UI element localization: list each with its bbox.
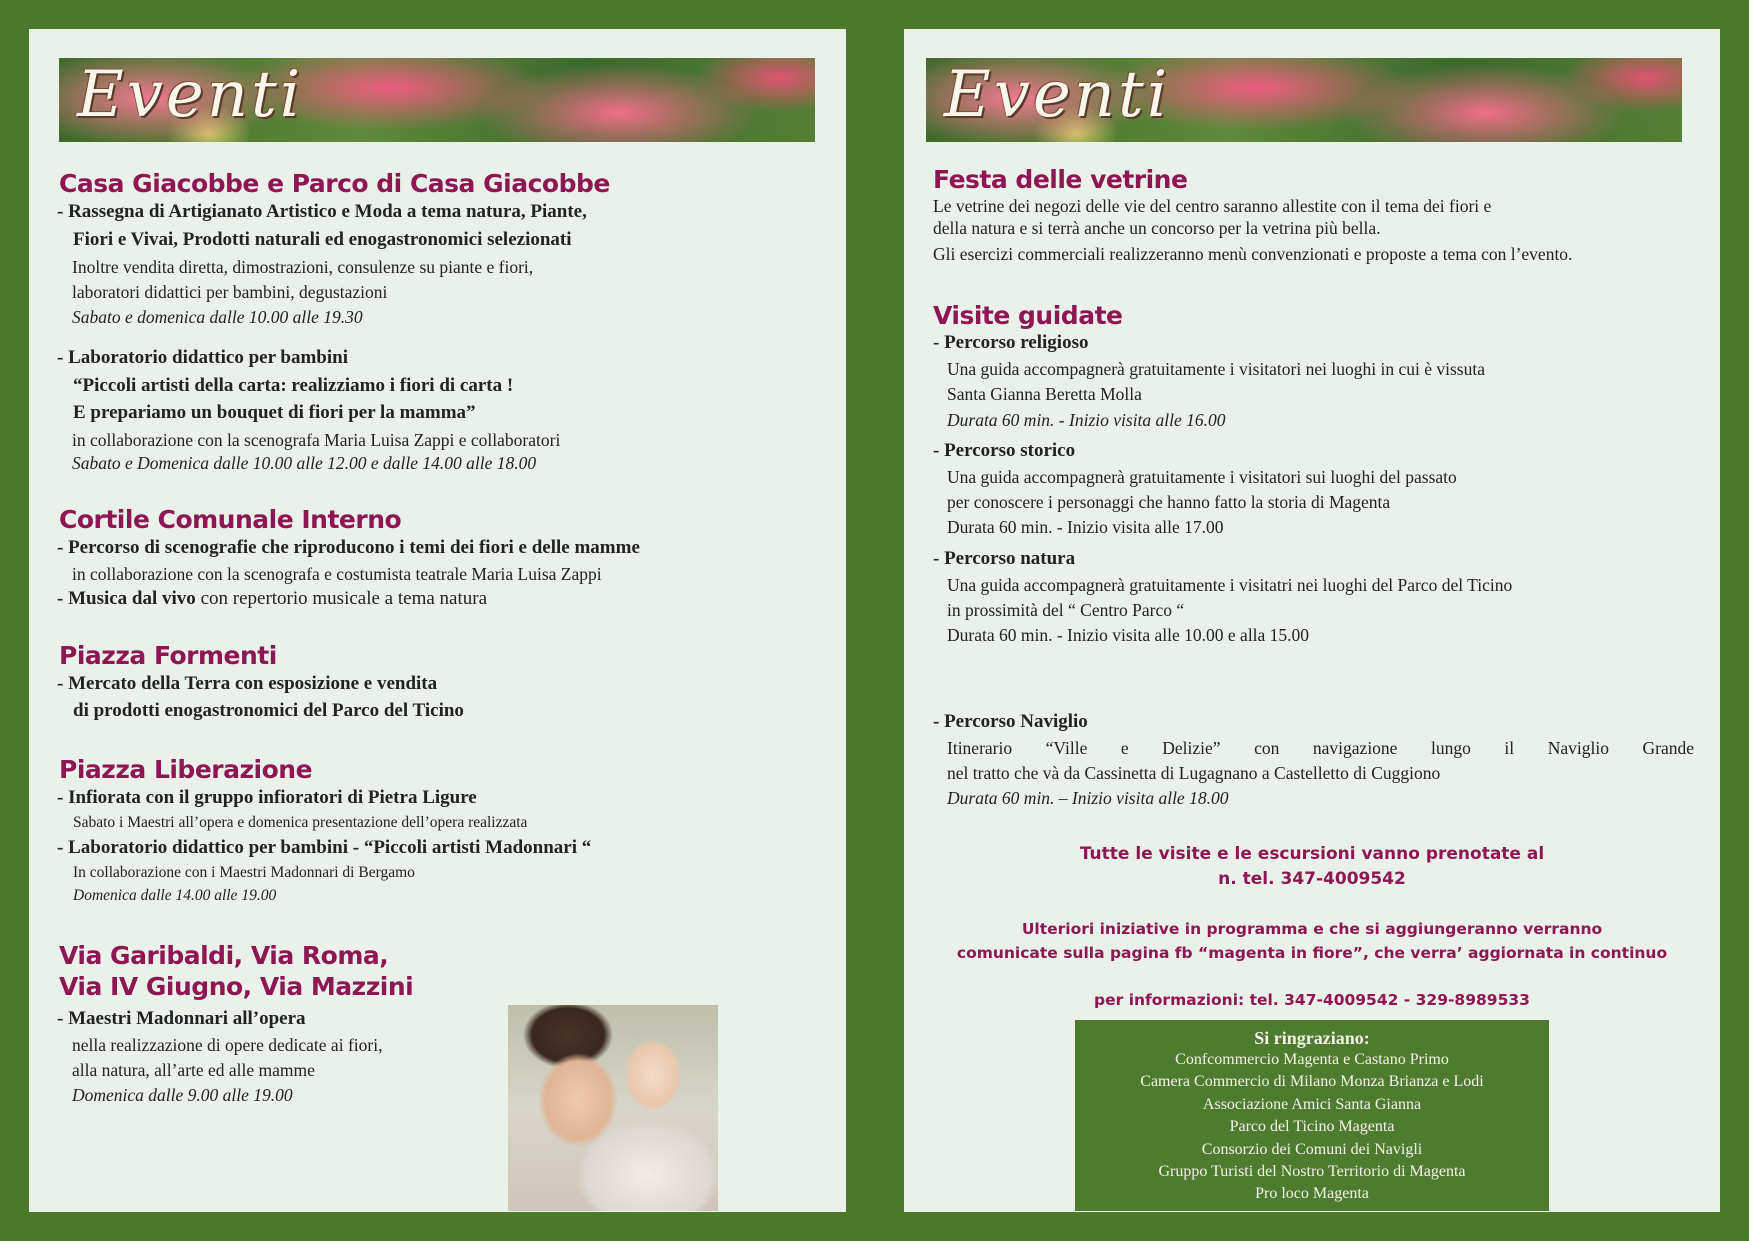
body-line: della natura e si terrà anche un concorso per la vetrina più bella. <box>933 218 1381 238</box>
banner-title: Eventi <box>77 58 304 132</box>
eventi-banner <box>926 58 1682 142</box>
banner-title: Eventi <box>944 58 1171 132</box>
item-line: - Laboratorio didattico per bambini <box>57 347 348 368</box>
time-line: Domenica dalle 14.00 alle 19.00 <box>73 887 277 904</box>
time-line: Durata 60 min. – Inizio visita alle 18.00 <box>947 788 1229 808</box>
section-title-via-garibaldi-line2: Via IV Giugno, Via Mazzini <box>59 972 414 1001</box>
item-line: - Rassegna di Artigianato Artistico e Moda a tema natura, Piante, <box>57 201 587 222</box>
body-line: laboratori didattici per bambini, degustazioni <box>72 282 388 302</box>
thanks-box <box>1075 1020 1549 1211</box>
section-title-liberazione: Piazza Liberazione <box>59 755 313 784</box>
time-line: Sabato e domenica dalle 10.00 alle 19.30 <box>72 307 363 327</box>
body-line: in prossimità del “ Centro Parco “ <box>947 600 1185 620</box>
santa-gianna-photo <box>508 1005 718 1211</box>
section-title-casa-giacobbe: Casa Giacobbe e Parco di Casa Giacobbe <box>59 169 610 198</box>
section-title-via-garibaldi: Via Garibaldi, Via Roma, <box>59 941 389 970</box>
time-line: Durata 60 min. - Inizio visita alle 16.00 <box>947 410 1226 430</box>
body-line: Una guida accompagnerà gratuitamente i visitatri nei luoghi del Parco del Ticino <box>947 575 1513 595</box>
item-line: - Percorso storico <box>933 440 1076 461</box>
section-title-cortile: Cortile Comunale Interno <box>59 505 402 534</box>
eventi-banner <box>59 58 815 142</box>
booking-phone: n. tel. 347-4009542 <box>1218 869 1406 889</box>
body-line: in collaborazione con la scenografa e costumista teatrale Maria Luisa Zappi <box>72 564 602 584</box>
item-line: - Laboratorio didattico per bambini - “Piccoli artisti Madonnari “ <box>57 837 592 858</box>
thanks-entry: Associazione Amici Santa Gianna <box>1202 1095 1422 1113</box>
item-line: - Musica dal vivo con repertorio musicale a tema natura <box>57 588 488 609</box>
body-line: alla natura, all’arte ed alle mamme <box>72 1060 315 1080</box>
item-line: E prepariamo un bouquet di fiori per la mamma” <box>73 402 476 423</box>
body-line: Le vetrine dei negozi delle vie del centro saranno allestite con il tema dei fiori e <box>933 196 1492 216</box>
time-line: Sabato e Domenica dalle 10.00 alle 12.00 e dalle 14.00 alle 18.00 <box>72 453 537 473</box>
body-line: Durata 60 min. - Inizio visita alle 10.00 e alla 15.00 <box>947 625 1310 645</box>
item-line: - Mercato della Terra con esposizione e vendita <box>57 673 438 694</box>
item-line: di prodotti enogastronomici del Parco del Ticino <box>73 700 464 721</box>
item-line: - Percorso natura <box>933 548 1076 569</box>
small-line: In collaborazione con i Maestri Madonnari di Bergamo <box>73 864 415 881</box>
item-line: - Percorso di scenografie che riproducono i temi dei fiori e delle mamme <box>57 537 640 558</box>
booking-note: Tutte le visite e le escursioni vanno prenotate al <box>1079 844 1545 864</box>
section-title-visite: Visite guidate <box>933 301 1123 330</box>
thanks-entry: Confcommercio Magenta e Castano Primo <box>1175 1051 1449 1068</box>
item-line: - Percorso religioso <box>933 332 1089 353</box>
other-initiatives-note-line2: comunicate sulla pagina fb “magenta in fiore”, che verra’ aggiornata in continuo <box>956 944 1668 962</box>
body-line: Itinerario “Ville e Delizie” con navigazione lungo il Naviglio Grande <box>947 738 1694 758</box>
left-page <box>29 29 846 1212</box>
section-title-festa: Festa delle vetrine <box>933 165 1188 194</box>
thanks-entry: Camera Commercio di Milano Monza Brianza e Lodi <box>1140 1073 1484 1091</box>
right-page <box>904 29 1720 1212</box>
body-line: Una guida accompagnerà gratuitamente i visitatori sui luoghi del passato <box>947 467 1457 487</box>
time-line: Domenica dalle 9.00 alle 19.00 <box>72 1085 293 1105</box>
body-line: nel tratto che và da Cassinetta di Lugagnano a Castelletto di Cuggiono <box>947 763 1441 783</box>
small-line: Sabato i Maestri all’opera e domenica presentazione dell’opera realizzata <box>73 814 528 831</box>
thanks-entry: Gruppo Turisti del Nostro Territorio di Magenta <box>1158 1163 1466 1181</box>
section-title-formenti: Piazza Formenti <box>59 641 277 670</box>
body-line: Durata 60 min. - Inizio visita alle 17.00 <box>947 517 1224 537</box>
thanks-heading: Si ringraziano: <box>1254 1028 1370 1048</box>
body-line: per conoscere i personaggi che hanno fatto la storia di Magenta <box>947 492 1391 512</box>
item-line: Fiori e Vivai, Prodotti naturali ed enogastronomici selezionati <box>73 229 572 250</box>
body-line: Inoltre vendita diretta, dimostrazioni, consulenze su piante e fiori, <box>72 257 534 277</box>
thanks-entry: Consorzio dei Comuni dei Navigli <box>1201 1140 1423 1158</box>
thanks-entry: Pro loco Magenta <box>1255 1185 1369 1203</box>
body-line: in collaborazione con la scenografa Maria Luisa Zappi e collaboratori <box>72 430 561 450</box>
body-line: Gli esercizi commerciali realizzeranno menù convenzionati e proposte a tema con l’evento. <box>933 244 1573 264</box>
item-line: - Maestri Madonnari all’opera <box>57 1008 306 1029</box>
other-initiatives-note: Ulteriori iniziative in programma e che si aggiungeranno verranno <box>1021 920 1603 938</box>
item-line: - Infiorata con il gruppo infioratori di Pietra Ligure <box>57 787 477 808</box>
item-line: “Piccoli artisti della carta: realizziamo i fiori di carta ! <box>73 375 514 396</box>
body-line: Santa Gianna Beretta Molla <box>947 384 1142 404</box>
body-line: Una guida accompagnerà gratuitamente i visitatori nei luoghi in cui è vissuta <box>947 359 1485 379</box>
item-line: - Percorso Naviglio <box>933 711 1088 732</box>
thanks-entry: Parco del Ticino Magenta <box>1229 1118 1395 1136</box>
body-line: nella realizzazione di opere dedicate ai fiori, <box>72 1035 383 1055</box>
info-note: per informazioni: tel. 347-4009542 - 329-8989533 <box>1094 991 1530 1009</box>
